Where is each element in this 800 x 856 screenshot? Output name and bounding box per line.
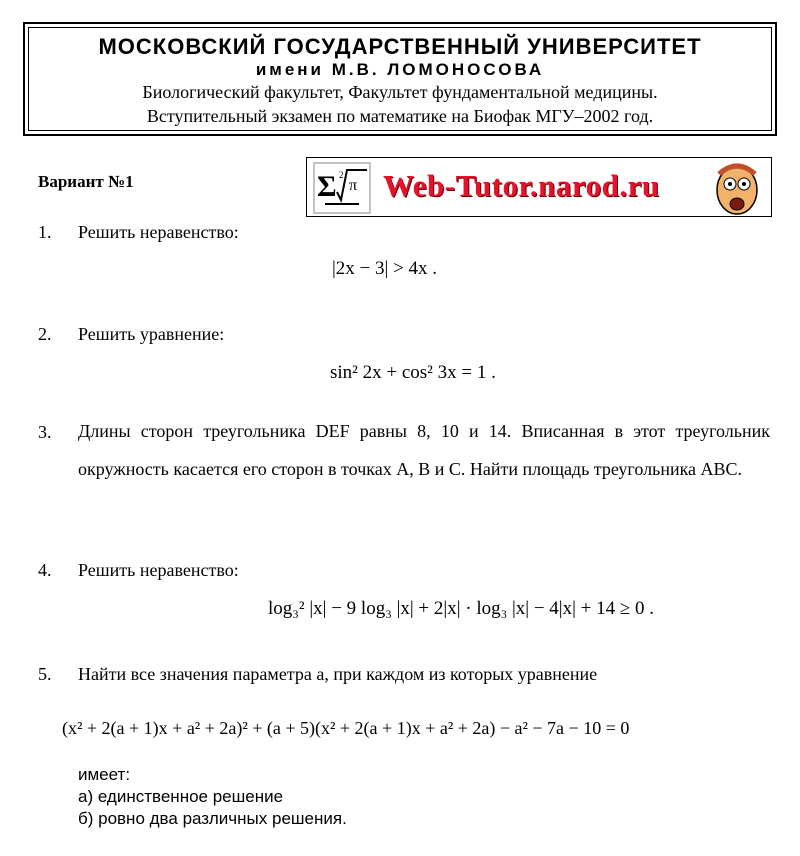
problem-5-text: Найти все значения параметра a, при каждом из которых уравнение — [78, 664, 598, 684]
faculties-line: Биологический факультет, Факультет фундаментальной медицины. — [142, 82, 658, 102]
problem-4-formula: log₃² |x| − 9 log₃ |x| + 2|x| · log₃ |x| − 4|x| + 14 ≥ 0 . — [268, 598, 655, 619]
problem-2-text: Решить уравнение: — [78, 324, 225, 344]
problem-1-text: Решить неравенство: — [78, 222, 239, 242]
svg-text:Σ: Σ — [317, 170, 337, 203]
variant-title: Вариант №1 — [38, 172, 134, 191]
problem-4-text: Решить неравенство: — [78, 560, 239, 580]
problem-1-formula: |2x − 3| > 4x . — [332, 258, 438, 279]
problem-1-number: 1. — [38, 222, 52, 242]
problem-5-has: имеет: — [78, 765, 131, 784]
problem-5-number: 5. — [38, 664, 52, 684]
sigma-root-pi-icon — [313, 162, 371, 214]
problem-2-number: 2. — [38, 324, 52, 344]
shocked-face-icon — [709, 160, 765, 216]
web-tutor-banner[interactable] — [306, 157, 772, 217]
problem-2-formula: sin² 2x + cos² 3x = 1 . — [330, 362, 496, 383]
exam-line: Вступительный экзамен по математике на Биофак МГУ–2002 год. — [146, 106, 654, 126]
problem-4-number: 4. — [38, 560, 52, 580]
problem-5-option-a: a) единственное решение — [78, 787, 284, 806]
problem-5-formula: (x² + 2(a + 1)x + a² + 2a)² + (a + 5)(x² + 2(a + 1)x + a² + 2a) − a² − 7a − 10 = 0 — [62, 718, 630, 738]
svg-text:2: 2 — [339, 170, 344, 180]
problem-3-text: Длины сторон треугольника DEF равны 8, 10 и 14. Вписанная в этот треугольник окружность касается его сторон в точках A, B и C. Найти площадь треугольника ABC. — [78, 421, 770, 479]
named-after: имени М.В. ЛОМОНОСОВА — [255, 60, 545, 79]
svg-text:π: π — [349, 177, 358, 194]
header-box — [23, 22, 777, 136]
university-title: МОСКОВСКИЙ ГОСУДАРСТВЕННЫЙ УНИВЕРСИТЕТ — [98, 34, 702, 59]
header-inner — [28, 27, 772, 131]
problem-5-option-b: б) ровно два различных решения. — [78, 809, 347, 828]
problem-3-number: 3. — [38, 422, 52, 442]
banner-text: Web-Tutor.narod.ru — [383, 168, 660, 203]
